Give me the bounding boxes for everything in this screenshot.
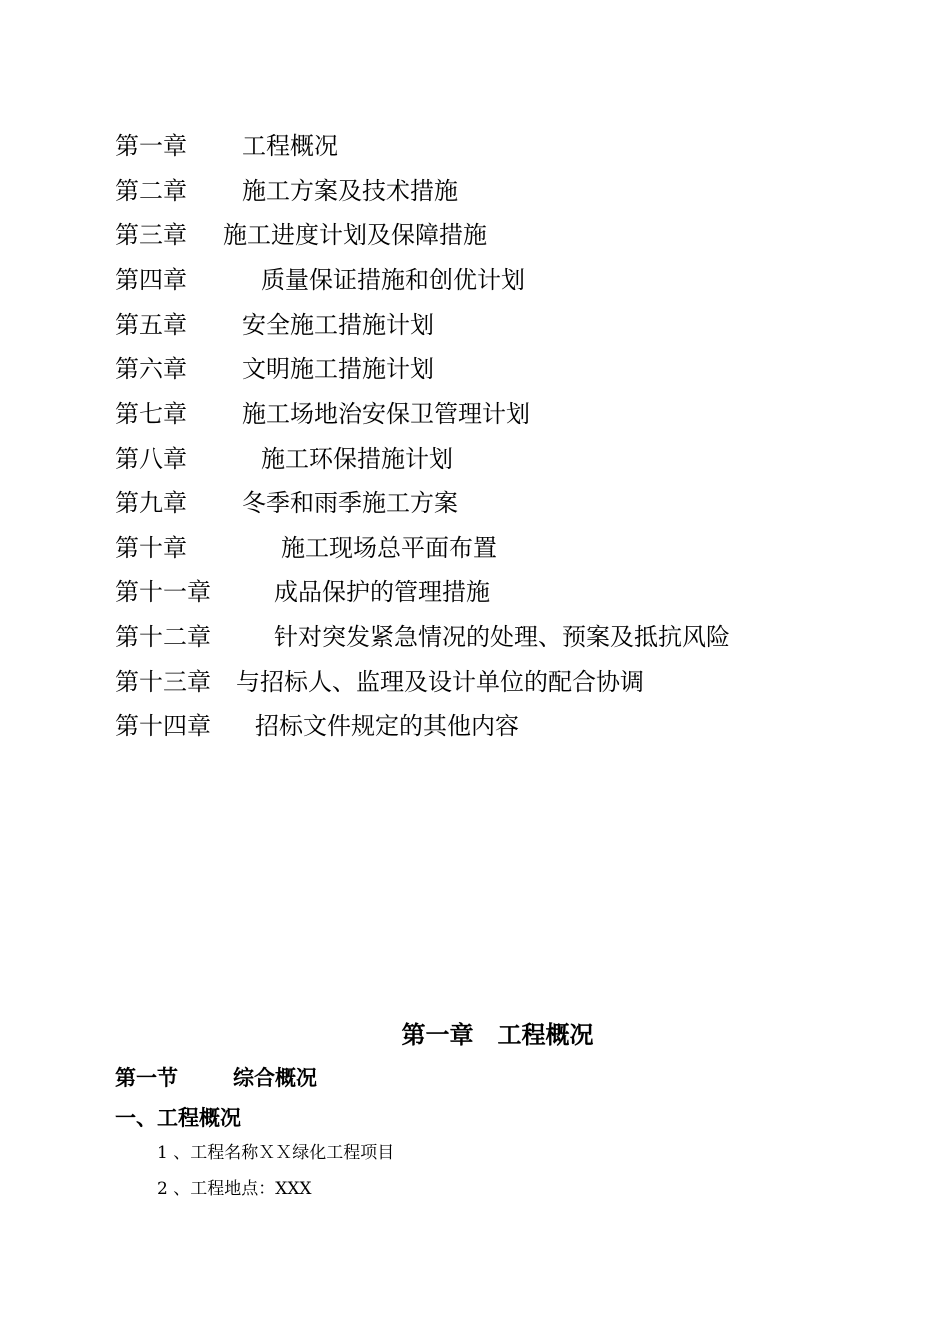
toc-chapter-title: 与招标人、监理及设计单位的配合协调 — [236, 668, 644, 696]
list-item: 2 、工程地点：XXX — [157, 1179, 312, 1199]
toc-chapter-number: 第二章 — [115, 177, 187, 205]
toc-chapter-number: 第三章 — [115, 221, 187, 249]
toc-chapter-title: 施工方案及技术措施 — [242, 177, 458, 205]
toc-chapter-title: 针对突发紧急情况的处理、预案及抵抗风险 — [274, 623, 730, 651]
toc-entry[interactable] — [0, 662, 950, 702]
toc-entry[interactable] — [0, 528, 950, 568]
section-heading — [115, 1062, 317, 1094]
toc-chapter-number: 第十二章 — [115, 623, 211, 651]
toc-entry[interactable] — [0, 171, 950, 211]
toc-chapter-number: 第十章 — [115, 534, 187, 562]
toc-chapter-title: 施工环保措施计划 — [261, 445, 453, 473]
toc-entry[interactable] — [0, 126, 950, 166]
toc-chapter-number: 第五章 — [115, 311, 187, 339]
section-number: 第一节 — [115, 1066, 178, 1090]
toc-chapter-number: 第六章 — [115, 355, 187, 383]
toc-chapter-number: 第十四章 — [115, 712, 211, 740]
toc-entry[interactable] — [0, 483, 950, 523]
toc-chapter-title: 文明施工措施计划 — [242, 355, 434, 383]
toc-entry[interactable] — [0, 572, 950, 612]
toc-chapter-number: 第一章 — [115, 132, 187, 160]
toc-entry[interactable] — [0, 215, 950, 255]
toc-chapter-title: 质量保证措施和创优计划 — [261, 266, 525, 294]
chapter-heading: 第一章 工程概况 — [401, 1021, 594, 1049]
toc-entry[interactable] — [0, 260, 950, 300]
toc-entry[interactable] — [0, 349, 950, 389]
toc-chapter-title: 工程概况 — [242, 132, 338, 160]
list-item: 1 、工程名称ＸＸ绿化工程项目 — [157, 1143, 395, 1163]
toc-chapter-number: 第八章 — [115, 445, 187, 473]
toc-chapter-number: 第七章 — [115, 400, 187, 428]
toc-chapter-title: 安全施工措施计划 — [242, 311, 434, 339]
toc-entry[interactable] — [0, 706, 950, 746]
toc-chapter-number: 第九章 — [115, 489, 187, 517]
toc-chapter-title: 冬季和雨季施工方案 — [242, 489, 458, 517]
toc-entry[interactable] — [0, 439, 950, 479]
subsection-heading: 一、工程概况 — [115, 1106, 241, 1130]
toc-entry[interactable] — [0, 394, 950, 434]
toc-chapter-title: 施工场地治安保卫管理计划 — [242, 400, 530, 428]
toc-entry[interactable] — [0, 617, 950, 657]
section-title: 综合概况 — [233, 1066, 317, 1090]
toc-entry[interactable] — [0, 305, 950, 345]
toc-chapter-title: 招标文件规定的其他内容 — [255, 712, 519, 740]
toc-chapter-title: 施工现场总平面布置 — [281, 534, 497, 562]
toc-chapter-number: 第十一章 — [115, 578, 211, 606]
toc-chapter-number: 第四章 — [115, 266, 187, 294]
toc-chapter-number: 第十三章 — [115, 668, 211, 696]
toc-chapter-title: 成品保护的管理措施 — [274, 578, 490, 606]
toc-chapter-title: 施工进度计划及保障措施 — [223, 221, 487, 249]
